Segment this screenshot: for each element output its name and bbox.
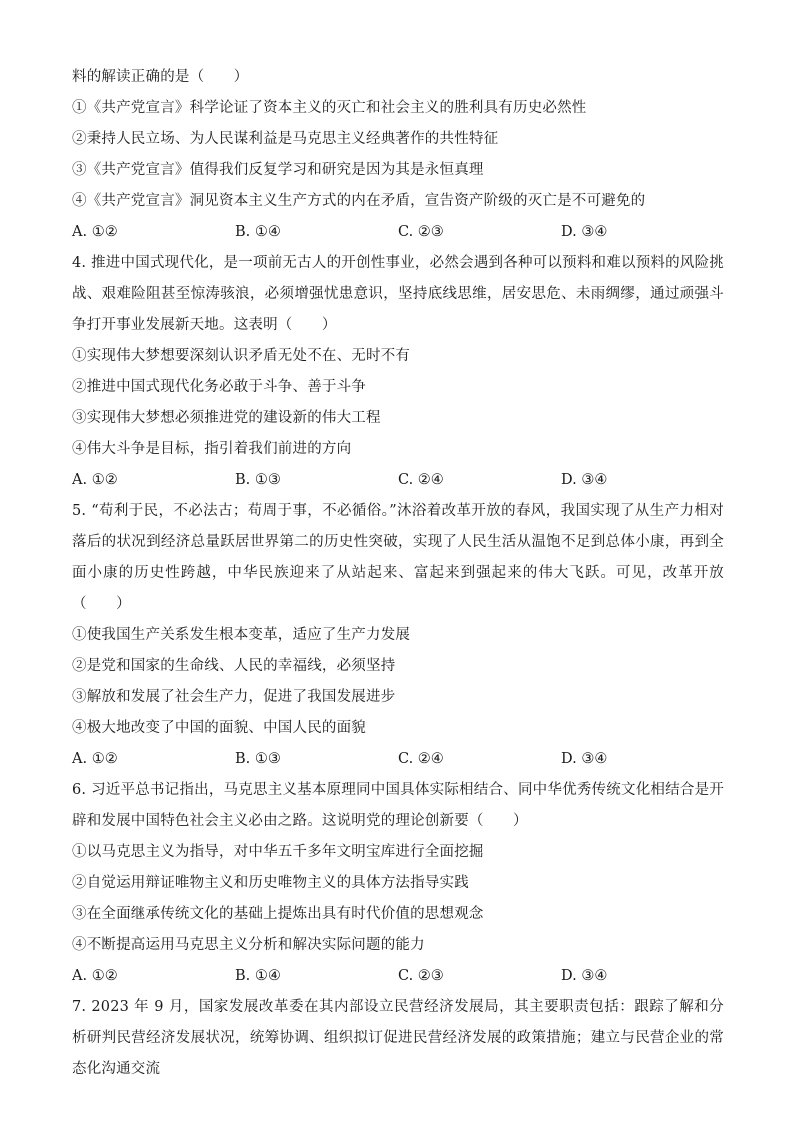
statement-item: ④不断提高运用马克思主义分析和解决实际问题的能力 xyxy=(72,937,425,953)
option-d: D. ③④ xyxy=(561,751,608,767)
question-3 xyxy=(72,62,724,248)
option-b: B. ①④ xyxy=(235,968,281,984)
question-6 xyxy=(72,775,724,992)
question-stem: 5. “苟利于民，不必法古；苟周于事，不必循俗。”沐浴着改革开放的春风，我国实现了从生产力相对落后的状况到经济总量跃居世界第二的历史性突破，实现了人民生活从温饱不足到总体小康，再到全面小康的历史性跨越，中华民族迎来了从站起来、富起来到强起来的伟大飞跃。可见，改革开放（ ） xyxy=(72,503,724,612)
statement-item: ③解放和发展了社会生产力，促进了我国发展进步 xyxy=(72,689,396,705)
statement-item: ②秉持人民立场、为人民谋利益是马克思主义经典著作的共性特征 xyxy=(72,131,499,147)
exam-page xyxy=(72,62,724,1085)
statement-item: ①实现伟大梦想要深刻认识矛盾无处不在、无时不有 xyxy=(72,348,411,364)
option-a: A. ①② xyxy=(72,751,118,767)
answer-options xyxy=(72,465,724,496)
statement-item: ①《共产党宣言》科学论证了资本主义的灭亡和社会主义的胜利具有历史必然性 xyxy=(72,100,587,116)
option-b: B. ①③ xyxy=(235,751,281,767)
statement-item: ①使我国生产关系发生根本变革，适应了生产力发展 xyxy=(72,627,411,643)
option-a: A. ①② xyxy=(72,968,118,984)
question-stem: 6. 习近平总书记指出，马克思主义基本原理同中国具体实际相结合、同中华优秀传统文化相结合是开辟和发展中国特色社会主义必由之路。这说明党的理论创新要（ ） xyxy=(72,782,724,829)
question-stem: 7. 2023 年 9 月，国家发展改革委在其内部设立民营经济发展局，其主要职责包括：跟踪了解和分析研判民营经济发展状况，统筹协调、组织拟订促进民营经济发展的政策措施；建立与民营企业的常态化沟通交流 xyxy=(72,999,724,1077)
statement-item: ③《共产党宣言》值得我们反复学习和研究是因为其是永恒真理 xyxy=(72,162,484,178)
question-7 xyxy=(72,992,724,1085)
statement-item: ③在全面继承传统文化的基础上提炼出具有时代价值的思想观念 xyxy=(72,906,484,922)
question-5 xyxy=(72,496,724,775)
statement-item: ②推进中国式现代化务必敢于斗争、善于斗争 xyxy=(72,379,366,395)
option-b: B. ①③ xyxy=(235,472,281,488)
option-d: D. ③④ xyxy=(561,968,608,984)
option-a: A. ①② xyxy=(72,472,118,488)
statement-item: ④极大地改变了中国的面貌、中国人民的面貌 xyxy=(72,720,366,736)
statement-item: ②自觉运用辩证唯物主义和历史唯物主义的具体方法指导实践 xyxy=(72,875,469,891)
question-stem: 4. 推进中国式现代化，是一项前无古人的开创性事业，必然会遇到各种可以预料和难以预料的风险挑战、艰难险阻甚至惊涛骇浪，必须增强忧患意识，坚持底线思维，居安思危、未雨绸缪，通过顽强斗争打开事业发展新天地。这表明（ ） xyxy=(72,255,724,333)
question-4 xyxy=(72,248,724,496)
statement-item: ④伟大斗争是目标，指引着我们前进的方向 xyxy=(72,441,352,457)
answer-options xyxy=(72,217,724,248)
option-c: C. ②③ xyxy=(398,224,444,240)
question-stem: 料的解读正确的是（ ） xyxy=(72,69,249,85)
option-c: C. ②③ xyxy=(398,968,444,984)
statement-item: ②是党和国家的生命线、人民的幸福线，必须坚持 xyxy=(72,658,396,674)
statement-item: ①以马克思主义为指导，对中华五千多年文明宝库进行全面挖掘 xyxy=(72,844,484,860)
option-a: A. ①② xyxy=(72,224,118,240)
answer-options xyxy=(72,744,724,775)
answer-options xyxy=(72,961,724,992)
option-c: C. ②④ xyxy=(398,472,444,488)
statement-item: ③实现伟大梦想必须推进党的建设新的伟大工程 xyxy=(72,410,381,426)
option-d: D. ③④ xyxy=(561,472,608,488)
statement-item: ④《共产党宣言》洞见资本主义生产方式的内在矛盾，宣告资产阶级的灭亡是不可避免的 xyxy=(72,193,646,209)
option-c: C. ②④ xyxy=(398,751,444,767)
option-b: B. ①④ xyxy=(235,224,281,240)
option-d: D. ③④ xyxy=(561,224,608,240)
